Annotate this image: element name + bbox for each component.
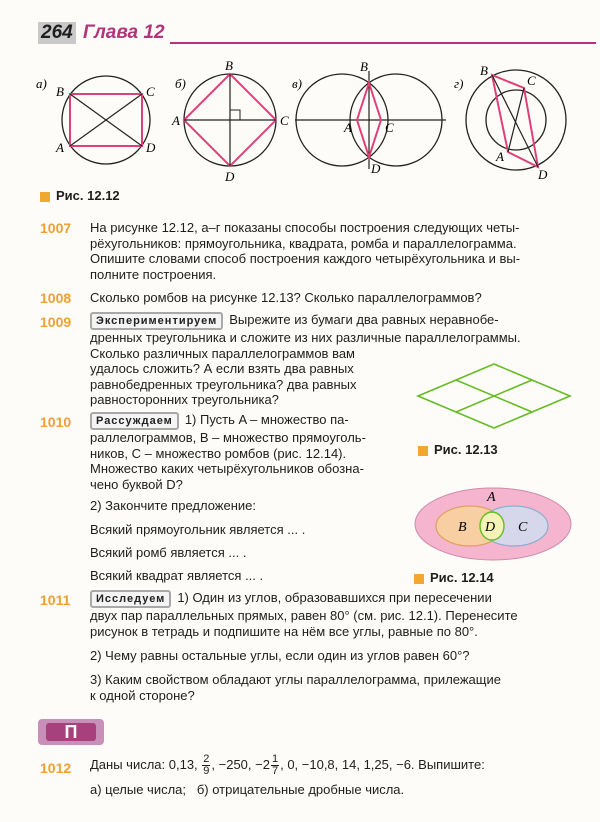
svg-text:A: A — [344, 120, 352, 135]
svg-text:B: B — [56, 84, 64, 99]
problem-1011-q3: 3) Каким свойством обладают углы параллелограмма, прилежащие к одной стороне? — [90, 672, 501, 703]
tag-reason: Рассуждаем — [90, 412, 179, 430]
svg-text:C: C — [527, 73, 536, 88]
problem-1009-text: Экспериментируем Вырежите из бумаги два равных неравнобе- дренных треугольника и сложите из них различные параллелограммы. Сколько различных параллелограммов вам удалось сложить? А если взять два равных равнобедренных треугольника? два равных равносторонних треугольника? — [90, 312, 521, 407]
header-rule — [170, 42, 596, 44]
figure-12-14 — [412, 486, 574, 566]
tag-experiment: Экспериментируем — [90, 312, 223, 330]
problem-number-1011: 1011 — [40, 592, 71, 608]
svg-text:D: D — [485, 520, 496, 535]
fraction-2-9: $\frac{2}{9}$ — [203, 753, 210, 778]
problem-number-1007: 1007 — [40, 220, 72, 236]
svg-text:B: B — [458, 520, 467, 535]
panel-label-c: в) — [292, 76, 302, 91]
panel-label-a: а) — [36, 76, 47, 91]
svg-text:D: D — [371, 161, 381, 176]
figure-c — [292, 59, 446, 176]
svg-text:D: D — [538, 167, 548, 182]
svg-text:C: C — [280, 113, 289, 128]
caption-marker — [418, 446, 428, 456]
svg-text:B: B — [225, 58, 233, 73]
section-badge: П — [38, 719, 104, 745]
chapter-title: Глава 12 — [83, 22, 165, 43]
figure-12-12 — [30, 55, 570, 185]
problem-1010-s1: Всякий прямоугольник является ... . — [90, 522, 306, 537]
caption-marker — [414, 574, 424, 584]
problem-1010-s3: Всякий квадрат является ... . — [90, 568, 264, 583]
svg-text:A: A — [496, 149, 504, 164]
problem-1010-s2: Всякий ромб является ... . — [90, 545, 247, 560]
caption-12-13: Рис. 12.13 — [418, 442, 498, 458]
fraction-1-7: $\frac{1}{7}$ — [271, 753, 279, 778]
figure-12-13 — [414, 362, 574, 432]
problem-1012-text: Даны числа: 0,13, $\frac{2}{9}$ , −250, −2 $\frac{1}{7}$ , 0, −10,8, 14, 1,25, −6. Выпишите: — [90, 753, 485, 778]
figure-a — [36, 76, 156, 164]
svg-text:C: C — [518, 520, 528, 535]
caption-marker — [40, 192, 50, 202]
svg-text:D: D — [146, 140, 156, 155]
problem-number-1009: 1009 — [40, 314, 72, 330]
problem-1008-text: Сколько ромбов на рисунке 12.13? Сколько параллелограммов? — [90, 290, 482, 305]
svg-text:A: A — [56, 140, 64, 155]
svg-text:D: D — [225, 169, 235, 184]
problem-1007-text: На рисунке 12.12, а–г показаны способы построения следующих четы- рёхугольников: прямоугольника, квадрата, ромба и параллелограмма. Опишите словами способ построения каждого четырёхугольника и вы- полните построения. — [90, 220, 521, 282]
problem-number-1012: 1012 — [40, 760, 72, 776]
panel-label-b: б) — [175, 76, 186, 91]
problem-number-1010: 1010 — [40, 414, 72, 430]
svg-text:B: B — [360, 59, 368, 74]
problem-1011-text: Исследуем 1) Один из углов, образовавшихся при пересечении двух пар параллельных прямых, равен 80° (см. рис. 12.1). Перенесите рисунок в тетрадь и подпишите на нём все углы, равные по 80°. — [90, 590, 518, 639]
problem-1012-line2: а) целые числа; б) отрицательные дробные числа. — [90, 782, 405, 797]
problem-1010-q2: 2) Закончите предложение: — [90, 498, 257, 513]
problem-1010-text: Рассуждаем 1) Пусть A – множество па- раллелограммов, B – множество прямоуголь- ников, C – множество ромбов (рис. 12.14). Множество каких четырёхугольников обозна- чено буквой D? — [90, 412, 366, 492]
problem-number-1008: 1008 — [40, 290, 72, 306]
svg-text:C: C — [385, 120, 394, 135]
svg-text:C: C — [146, 84, 155, 99]
page-number: 264 — [38, 22, 76, 44]
svg-text:A: A — [487, 490, 496, 505]
svg-text:B: B — [480, 63, 488, 78]
svg-text:A: A — [172, 113, 180, 128]
figure-d — [454, 63, 566, 182]
caption-12-12: Рис. 12.12 — [40, 188, 120, 204]
tag-research: Исследуем — [90, 590, 171, 608]
problem-1011-q2: 2) Чему равны остальные углы, если один из углов равен 60°? — [90, 648, 470, 663]
panel-label-d: г) — [454, 76, 464, 91]
figure-b — [171, 58, 289, 184]
caption-12-14: Рис. 12.14 — [414, 570, 494, 586]
